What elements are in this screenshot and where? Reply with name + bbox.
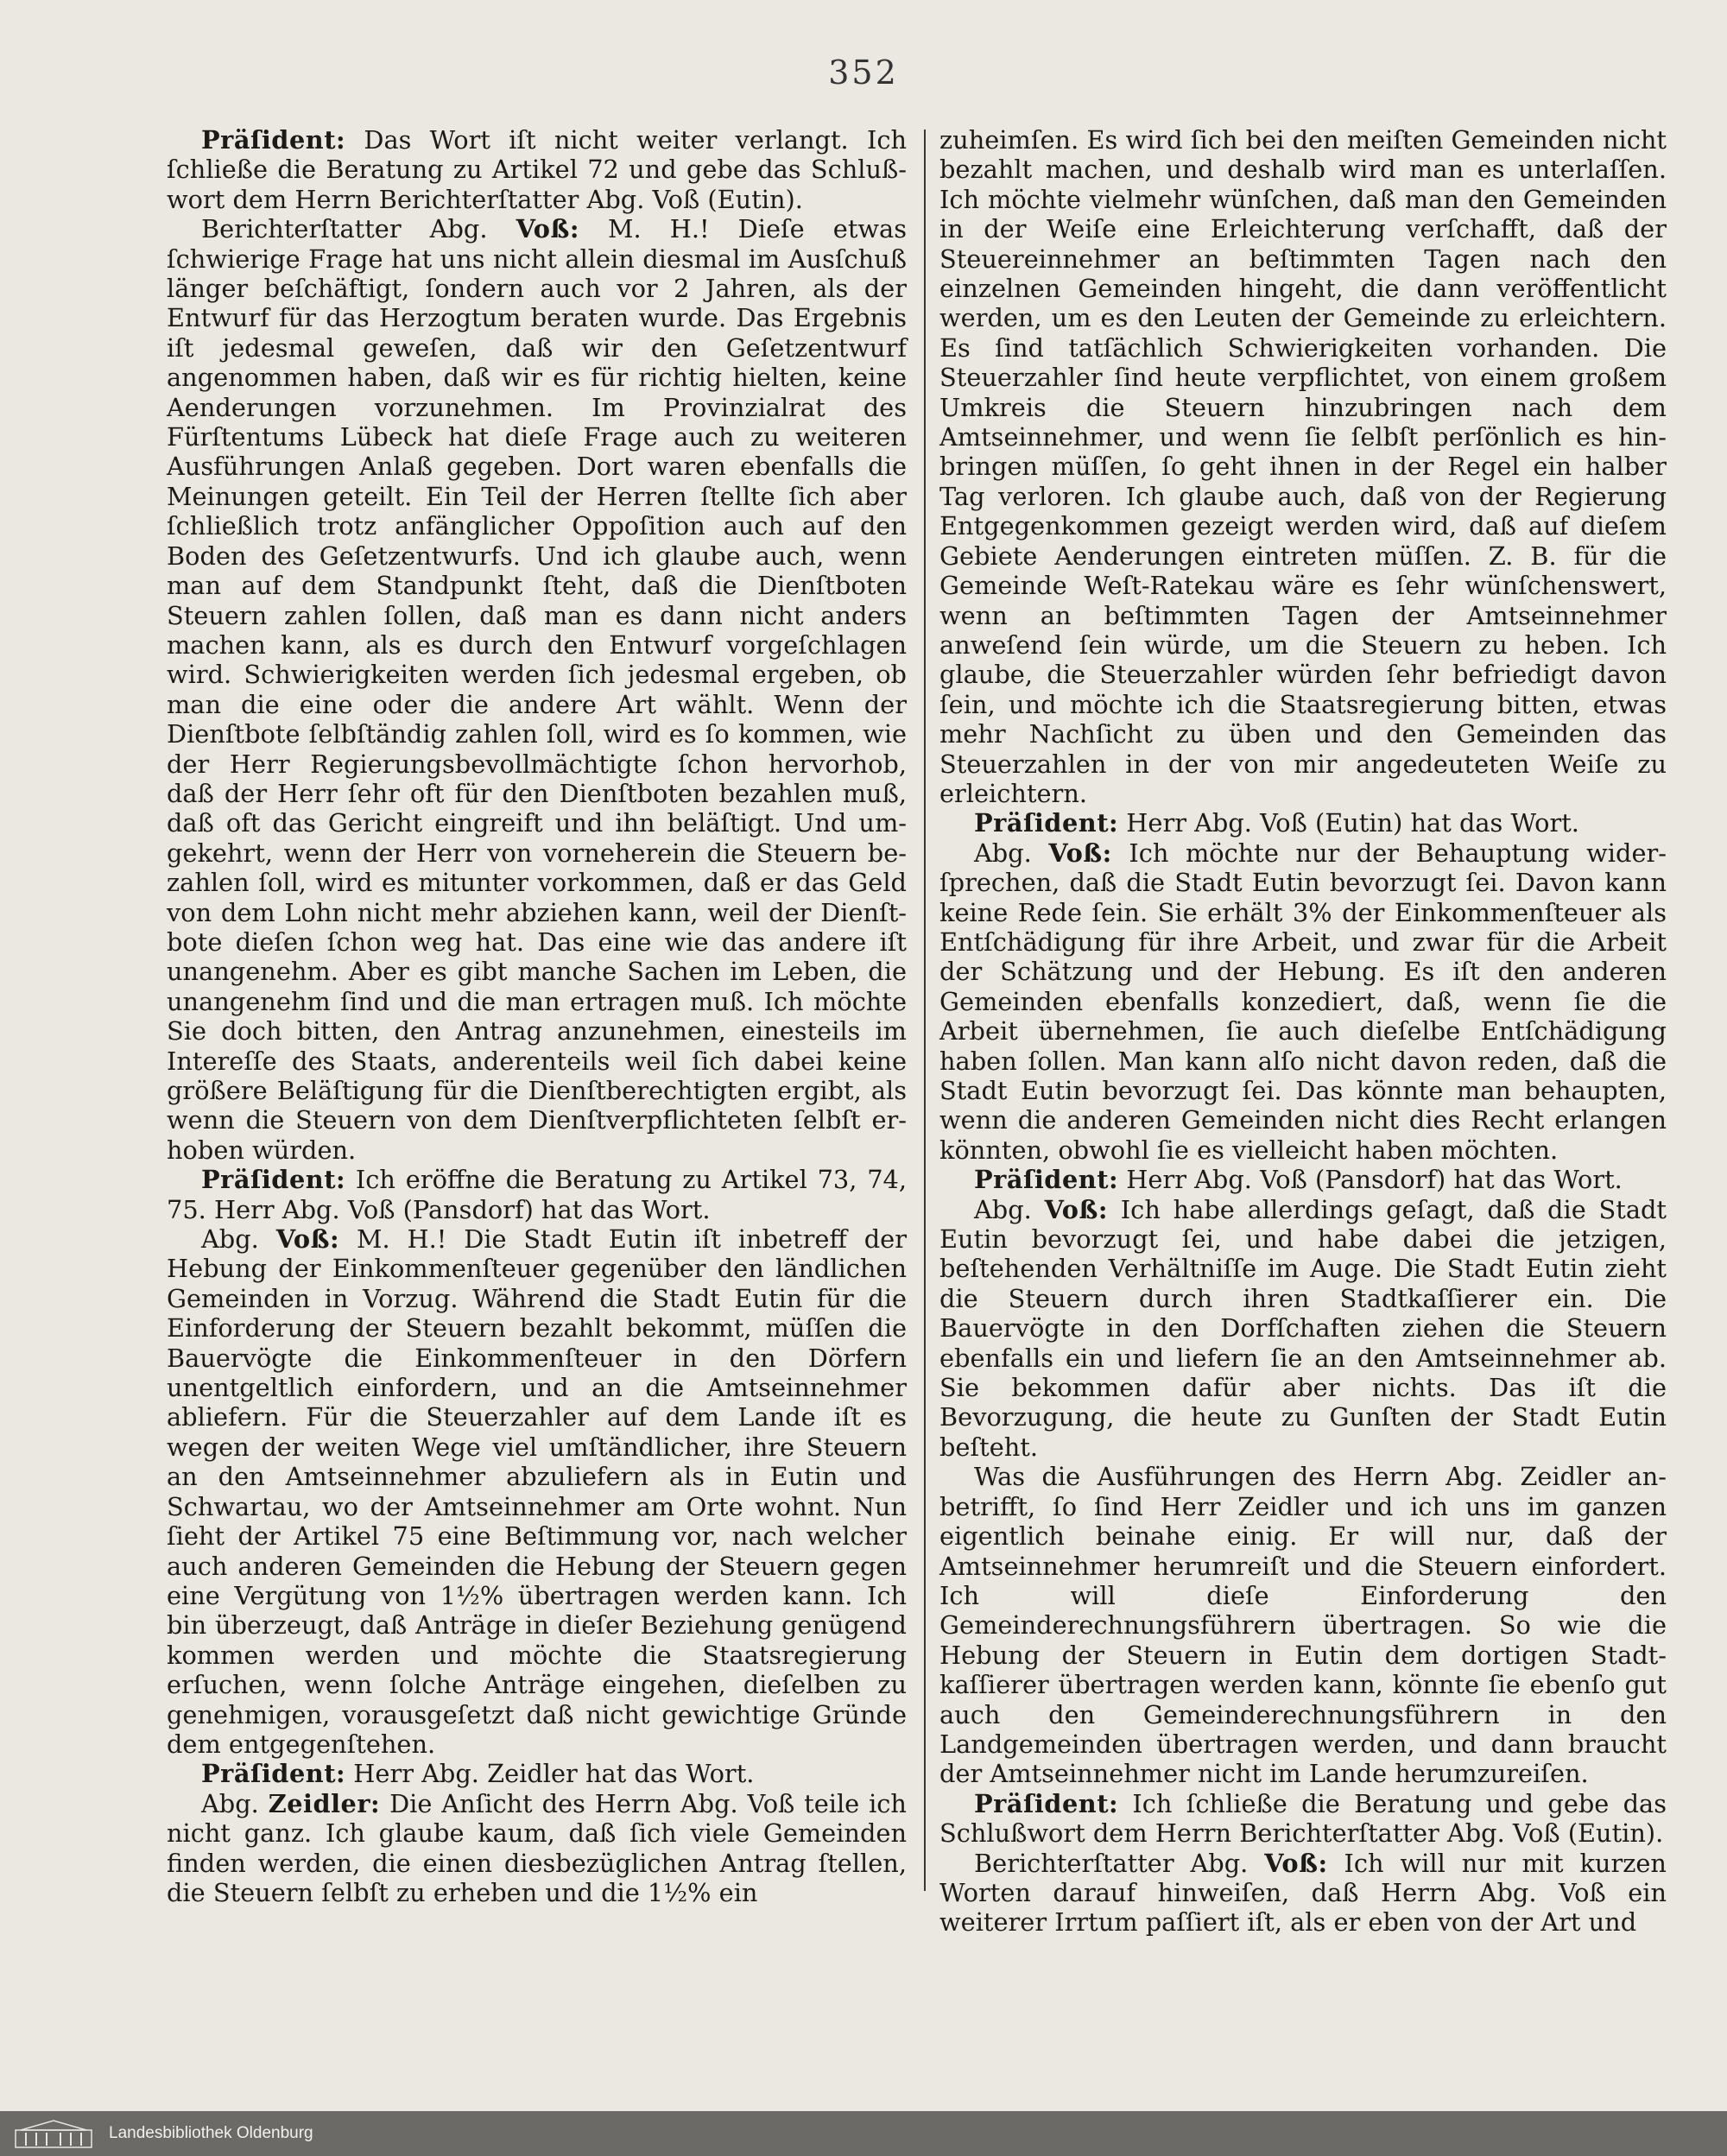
- paragraph-text: Ich will nur mit kurzen Worten darauf hinweiſen, daß Herrn Abg. Voß ein weiterer Irrtum paſſiert iſt, als er eben von der Art und: [939, 1848, 1667, 1938]
- paragraph: [939, 1849, 1667, 1938]
- library-name: Landesbibliothek Oldenburg: [109, 2124, 313, 2142]
- speaker-prefix: Abg.: [974, 1194, 1045, 1224]
- paragraph-text: Die Anſicht des Herrn Abg. Voß teile ich nicht ganz. Ich glaube kaum, daß ſich viele Gemeinden finden werden, die einen diesbezüglichen Antrag ſtellen, die Steuern ſelbſt zu erheben und die 1½% ein: [167, 1788, 907, 1907]
- paragraph-text: Ich möchte nur der Behauptung widerſprechen, daß die Stadt Eutin bevorzugt ſei. Davon kann keine Rede ſein. Sie erhält 3% der Einkommenſteuer als Entſchädigung für ihre Arbeit, und zwar für die Arbeit der Schätzung und der Hebung. Es iſt den anderen Gemeinden ebenfalls konzediert, daß, wenn ſie die Arbeit übernehmen, ſie auch dieſelbe Entſchädigung haben ſollen. Man kann alſo nicht davon reden, daß die Stadt Eutin bevorzugt ſei. Das könnte man behaupten, wenn die anderen Gemeinden nicht dies Recht erlangen könnten, obwohl ſie es vielleicht haben möchten.: [939, 838, 1667, 1165]
- paragraph-text: Was die Ausführungen des Herrn Abg. Zeidler anbetrifft, ſo ſind Herr Zeidler und ich uns im ganzen eigentlich beinahe einig. Er will nur, daß der Amtseinnehmer herumreiſt und die Steuern einfordert. Ich will dieſe Einforderung den Gemeinderechnungsführern übertragen. So wie die Hebung der Steuern in Eutin dem dortigen Stadtkaſſierer übertragen werden kann, könnte ſie ebenſo gut auch den Gemeinderechnungsführern in den Landgemeinden übertragen werden, und dann braucht der Amtseinnehmer nicht im Lande herumzureiſen.: [939, 1462, 1667, 1789]
- speaker-name: Präſident:: [201, 1759, 346, 1789]
- paragraph-text: zuheimſen. Es wird ſich bei den meiſten Gemeinden nicht bezahlt machen, und deshalb wird man es unterlaſſen. Ich möchte vielmehr wünſchen, daß man den Gemeinden in der Weiſe eine Erleichterung verſchafft, daß der Steuereinnehmer an beſtimmten Tagen nach den einzelnen Gemeinden hingeht, die dann veröffentlicht werden, um es den Leuten der Gemeinde zu erleichtern. Es ſind tatſächlich Schwierigkeiten vorhanden. Die Steuerzahler ſind heute verpflichtet, von einem großem Umkreis die Steuern hinzubringen nach dem Amtseinnehmer, und wenn ſie ſelbſt perſönlich es hinbringen müſſen, ſo geht ihnen in der Regel ein halber Tag verloren. Ich glaube auch, daß von der Regierung Entgegenkommen gezeigt werden wird, daß auf dieſem Gebiete Aenderungen eintreten müſſen. Z. B. für die Gemeinde Weſt-Ratekau wäre es ſehr wünſchenswert, wenn an beſtimmten Tagen der Amtseinnehmer anweſend ſein würde, um die Steuern zu heben. Ich glaube, die Steuerzahler würden ſehr befriedigt davon ſein, und möchte ich die Staatsregierung bitten, etwas mehr Nachſicht zu üben und den Gemeinden das Steuerzahlen in der von mir angedeuteten Weiſe zu erleichtern.: [939, 125, 1667, 808]
- paragraph: [167, 1165, 907, 1224]
- column-divider: [924, 130, 926, 1891]
- paragraph: [939, 1462, 1667, 1788]
- paragraph-text: Herr Abg. Voß (Pansdorf) hat das Wort.: [1118, 1165, 1623, 1195]
- speaker-name: Präſident:: [974, 1788, 1119, 1818]
- paragraph-text: M. H.! Dieſe etwas ſchwierige Frage hat uns nicht allein diesmal im Ausſchuß länger beſchäftigt, ſondern auch vor 2 Jahren, als der Entwurf für das Herzogtum beraten wurde. Das Ergebnis iſt jedesmal geweſen, daß wir den Geſetzentwurf angenommen haben, daß wir es für richtig hielten, keine Aenderungen vorzunehmen. Im Provinzialrat des Fürſtentums Lübeck hat dieſe Frage auch zu weiteren Ausführungen Anlaß gegeben. Dort waren ebenfalls die Meinungen geteilt. Ein Teil der Herren ſtellte ſich aber ſchließlich trotz anfänglicher Oppoſition auch auf den Boden des Geſetzentwurfs. Und ich glaube auch, wenn man auf dem Standpunkt ſteht, daß die Dienſtboten Steuern zahlen ſollen, daß man es dann nicht anders machen kann, als es durch den Entwurf vorgeſchlagen wird. Schwierigkeiten werden ſich jedesmal ergeben, ob man die eine oder die andere Art wählt. Wenn der Dienſtbote ſelbſtändig zahlen ſoll, wird es ſo kommen, wie der Herr Regierungsbevollmächtigte ſchon hervorhob, daß der Herr ſehr oft für den Dienſtboten bezahlen muß, daß oft das Gericht eingreift und ihn beläſtigt. Und umgekehrt, wenn der Herr von vorneherein die Steuern bezahlen ſoll, wird es mitunter vorkommen, daß er das Geld von dem Lohn nicht mehr abziehen kann, weil der Dienſtbote dieſen ſchon weg hat. Das eine wie das andere iſt unangenehm. Aber es gibt manche Sachen im Leben, die unangenehm ſind und die man ertragen muß. Ich möchte Sie doch bitten, den Antrag anzunehmen, einesteils im Intereſſe des Staats, anderenteils weil ſich dabei keine größere Beläſtigung für die Dienſtberechtigten ergibt, als wenn die Steuern von dem Dienſtverpflichteten ſelbſt erhoben würden.: [167, 214, 908, 1165]
- speaker-name: Voß:: [1044, 1194, 1109, 1224]
- paragraph: [939, 1789, 1667, 1849]
- speaker-prefix: Abg.: [201, 1788, 269, 1818]
- speaker-name: Voß:: [275, 1224, 340, 1255]
- speaker-name: Präſident:: [974, 1165, 1119, 1195]
- paragraph-text: Das Wort iſt nicht weiter verlangt. Ich ſchließe die Beratung zu Artikel 72 und gebe das Schlußwort dem Herrn Berichterſtatter Abg. Voß (Eutin).: [167, 125, 907, 214]
- paragraph-text: Ich habe allerdings geſagt, daß die Stadt Eutin bevorzugt ſei, und habe dabei die jetzigen, beſtehenden Verhältniſſe im Auge. Die Stadt Eutin zieht die Steuern durch ihren Stadtkaſſierer ein. Die Bauervögte in den Dorfſchaften ziehen die Steuern ebenfalls ein und liefern ſie an den Amtseinnehmer ab. Sie bekommen dafür aber nichts. Das iſt die Bevorzugung, die heute zu Gunſten der Stadt Eutin beſteht.: [939, 1194, 1667, 1462]
- paragraph-text: Herr Abg. Zeidler hat das Wort.: [345, 1759, 755, 1789]
- speaker-prefix: Berichterſtatter Abg.: [974, 1848, 1265, 1878]
- paragraph: [167, 1759, 907, 1788]
- speaker-name: Präſident:: [974, 808, 1119, 838]
- paragraph: [167, 125, 907, 214]
- footer-bar: [0, 2111, 1727, 2156]
- speaker-name: Präſident:: [201, 1165, 346, 1195]
- page-number: 352: [828, 54, 899, 92]
- paragraph: [939, 808, 1667, 838]
- paragraph: [939, 1195, 1667, 1463]
- speaker-name: Voß:: [1264, 1848, 1328, 1878]
- speaker-prefix: Abg.: [974, 838, 1049, 868]
- paragraph-text: M. H.! Die Stadt Eutin iſt inbetreff der Hebung der Einkommenſteuer gegenüber den ländlichen Gemeinden in Vorzug. Während die Stadt Eutin für die Einforderung der Steuern bezahlt bekommt, müſſen die Bauervögte die Einkommenſteuer in den Dörfern unentgeltlich einfordern, und an die Amtseinnehmer abliefern. Für die Steuerzahler auf dem Lande iſt es wegen der weiten Wege viel umſtändlicher, ihre Steuern an den Amtseinnehmer abzuliefern als in Eutin und Schwartau, wo der Amtseinnehmer am Orte wohnt. Nun ſieht der Artikel 75 eine Beſtimmung vor, nach welcher auch anderen Gemeinden die Hebung der Steuern gegen eine Vergütung von 1½% übertragen werden kann. Ich bin überzeugt, daß Anträge in dieſer Beziehung genügend kommen werden und möchte die Staatsregierung erſuchen, wenn ſolche Anträge eingehen, dieſelben zu genehmigen, vorausgeſetzt daß nicht gewichtige Gründe dem entgegenſtehen.: [167, 1224, 907, 1759]
- speaker-name: Zeidler:: [268, 1788, 381, 1818]
- speaker-prefix: Abg.: [201, 1224, 276, 1255]
- paragraph: [939, 1165, 1667, 1194]
- speaker-prefix: Berichterſtatter Abg.: [201, 214, 516, 244]
- speaker-name: Voß:: [1048, 838, 1112, 868]
- paragraph-text: Ich ſchließe die Beratung und gebe das Schlußwort dem Herrn Berichterſtatter Abg. Voß (Eutin).: [939, 1788, 1667, 1849]
- right-column: [939, 125, 1667, 1938]
- speaker-name: Präſident:: [201, 125, 346, 155]
- library-building-icon: [12, 2118, 95, 2149]
- paragraph: [167, 1789, 907, 1908]
- paragraph: [939, 125, 1667, 808]
- speaker-name: Voß:: [516, 214, 579, 244]
- paragraph-text: Ich eröffne die Beratung zu Artikel 73, 74, 75. Herr Abg. Voß (Pansdorf) hat das Wort.: [167, 1165, 907, 1224]
- left-column: [167, 125, 907, 1907]
- paragraph: [939, 838, 1667, 1165]
- paragraph-text: Herr Abg. Voß (Eutin) hat das Wort.: [1118, 808, 1579, 838]
- paragraph: [167, 214, 907, 1165]
- paragraph: [167, 1224, 907, 1759]
